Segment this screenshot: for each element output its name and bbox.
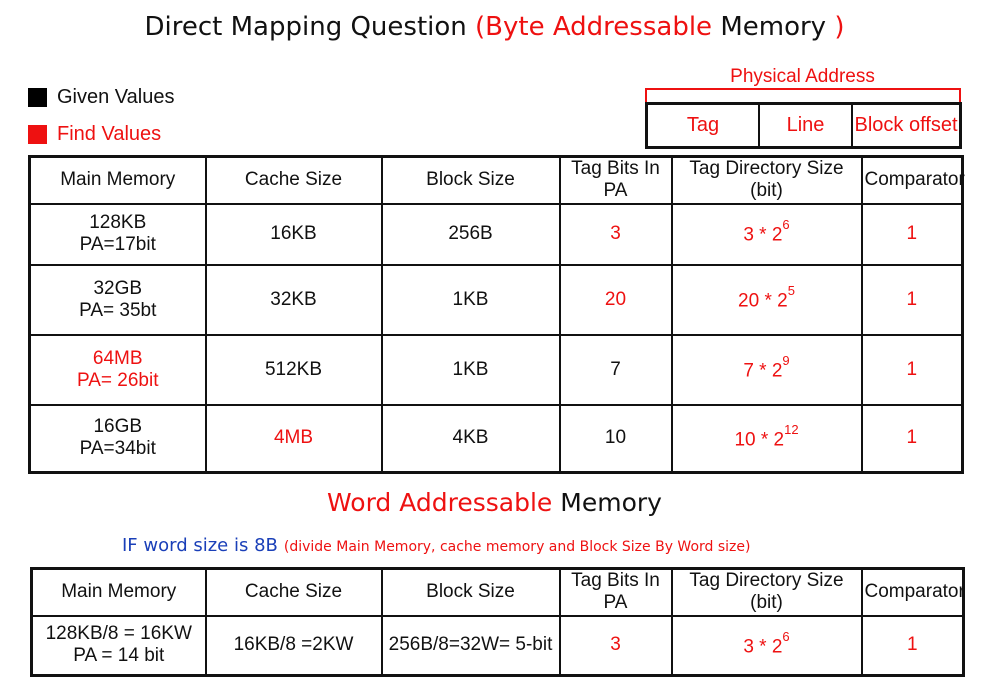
tag-bits-cell: 10 [560,405,672,473]
pa-field-block-offset: Block offset [854,114,958,136]
table-header-row [30,157,963,204]
comparator-cell: 1 [862,204,963,265]
page-title: Direct Mapping Question (Byte Addressable Memory ) [144,12,845,42]
comparator-cell: 1 [862,335,963,405]
table-row [30,265,963,335]
table-row [30,335,963,405]
block-size-cell: 1KB [382,265,560,335]
tag-directory-cell: $3 * 2^6$ [672,616,862,676]
tag-directory-cell: $3 * 2^6$ [672,204,862,265]
block-size-cell: 256B [382,204,560,265]
cache-size-cell: 32KB [206,265,382,335]
tag-bits-cell: 20 [560,265,672,335]
main-memory-cell: 16GB PA=34bit [30,405,206,473]
comparator-cell: 1 [862,616,964,676]
main-memory-cell: 32GB PA= 35bt [30,265,206,335]
physical-address-fields [645,102,962,149]
tag-directory-cell: $20 * 2^5$ [672,265,862,335]
cache-size-cell: 512KB [206,335,382,405]
table-row [30,405,963,473]
word-addressable-table [30,567,965,677]
pa-field-tag: Tag [648,105,760,146]
header-cache-size: Cache Size [206,157,382,204]
byte-addressable-table [28,155,964,474]
cache-size-cell: 4MB [206,405,382,473]
header-tag-bits: Tag Bits In PA [560,157,672,204]
tag-directory-cell: $7 * 2^9$ [672,335,862,405]
block-size-cell: 4KB [382,405,560,473]
table-header-row [32,569,964,616]
legend-given: Given Values [28,86,174,109]
header-cache-size: Cache Size [206,569,382,616]
header-main-memory: Main Memory [30,157,206,204]
cache-size-cell: 16KB/8 =2KW [206,616,382,676]
main-memory-cell: 128KB/8 = 16KW PA = 14 bit [32,616,206,676]
header-block-size: Block Size [382,569,560,616]
main-memory-cell: 64MB PA= 26bit [30,335,206,405]
tag-directory-cell: $10 * 2^{12}$ [672,405,862,473]
table-row [30,204,963,265]
pa-field-line: Line [760,105,853,146]
header-tag-directory: Tag Directory Size (bit) [672,157,862,204]
header-block-size: Block Size [382,157,560,204]
comparator-cell: 1 [862,265,963,335]
main-memory-cell: 128KB PA=17bit [30,204,206,265]
tag-bits-cell: 3 [560,204,672,265]
comparator-cell: 1 [862,405,963,473]
word-addressable-heading: Word Addressable Memory [327,488,662,517]
header-comparator: Comparator [862,157,963,204]
find-color-swatch-icon [28,125,47,144]
tag-bits-cell: 3 [560,616,672,676]
header-main-memory: Main Memory [32,569,206,616]
legend-find: Find Values [28,123,161,146]
block-size-cell: 256B/8=32W= 5-bit [382,616,560,676]
physical-address-bracket [645,88,961,102]
header-tag-bits: Tag Bits In PA [560,569,672,616]
table-row [32,616,964,676]
physical-address-label: Physical Address [730,66,875,87]
header-tag-directory: Tag Directory Size (bit) [672,569,862,616]
header-comparator: Comparator [862,569,964,616]
tag-bits-cell: 7 [560,335,672,405]
given-color-swatch-icon [28,88,47,107]
block-size-cell: 1KB [382,335,560,405]
cache-size-cell: 16KB [206,204,382,265]
word-size-note: IF word size is 8B (divide Main Memory, cache memory and Block Size By Word size) [122,535,751,556]
